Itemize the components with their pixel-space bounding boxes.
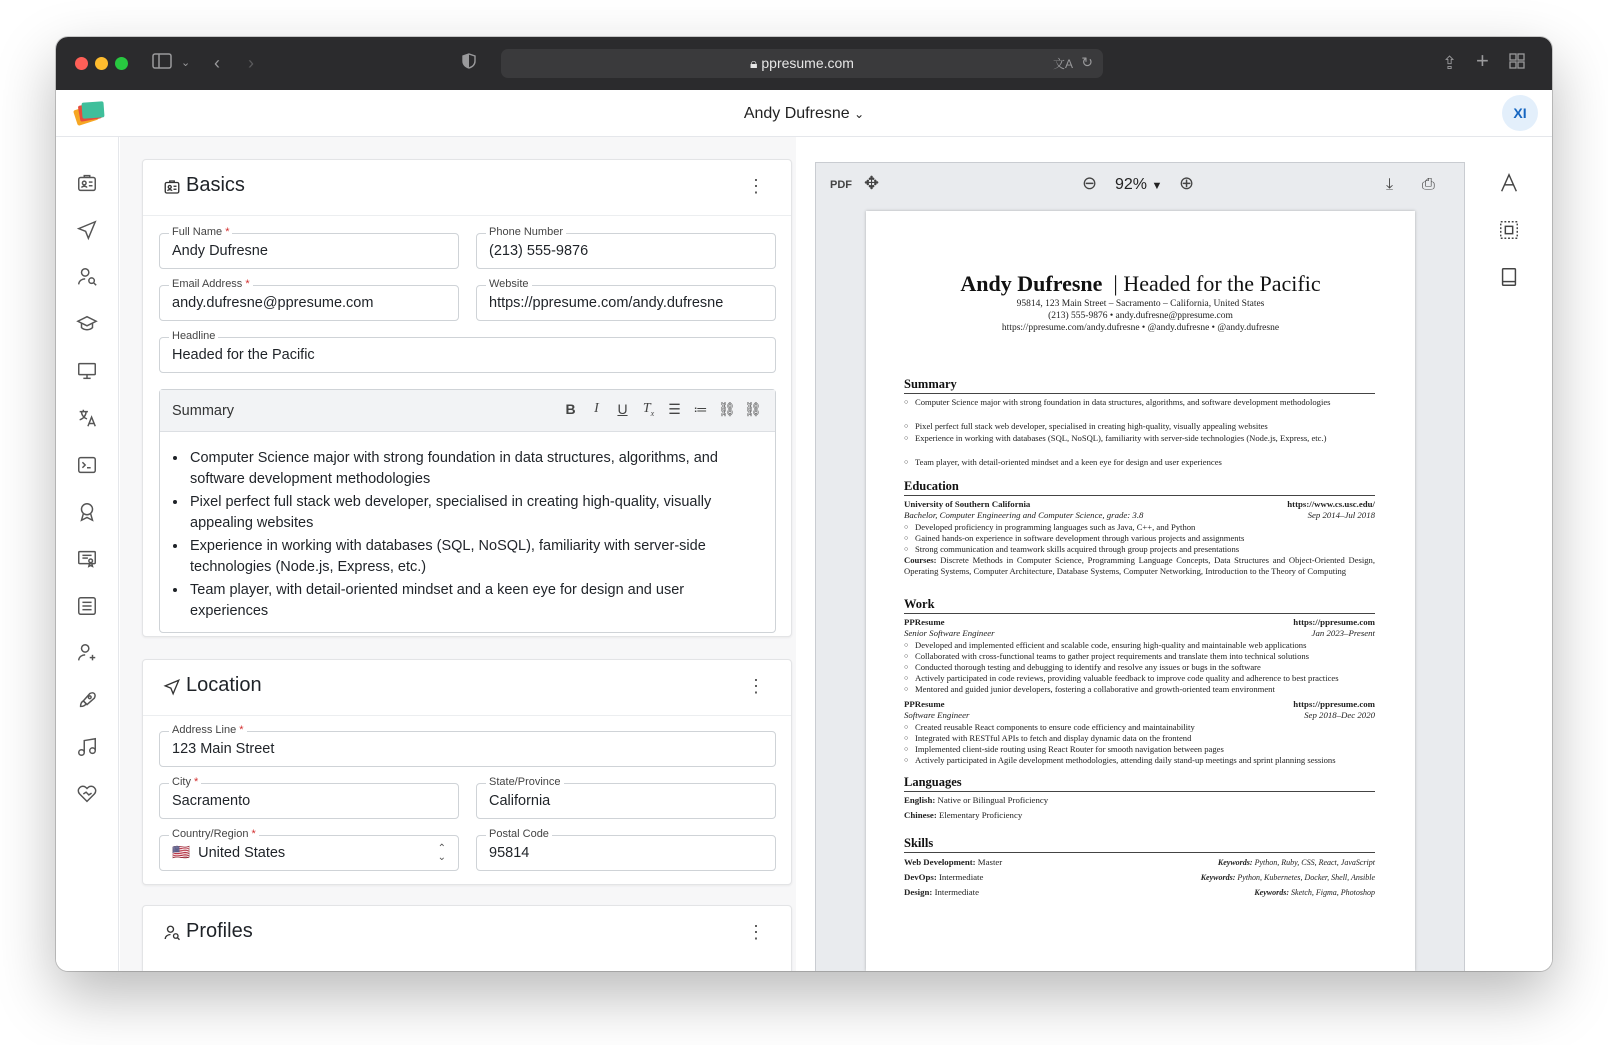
phone-field[interactable]: [476, 226, 776, 269]
minimize-window-button[interactable]: [95, 57, 108, 70]
address-label: Address Line: [172, 724, 237, 736]
profiles-icon[interactable]: [76, 266, 100, 290]
resume-work2-item: ○ Actively participated in Agile development methodologies, attending daily stand-up meetings and sprint planning sessions: [904, 755, 1375, 766]
email-label: Email Address: [172, 278, 243, 290]
languages-icon[interactable]: [76, 407, 100, 431]
resume-work2-item: ○ Integrated with RESTful APIs to fetch and display dynamic data on the frontend: [904, 733, 1375, 744]
link-icon[interactable]: ⛓: [718, 401, 736, 417]
skills-icon[interactable]: [76, 454, 100, 478]
download-icon[interactable]: ⤓: [1386, 176, 1394, 193]
browser-window: [56, 37, 1552, 971]
zoom-in-icon[interactable]: ⊕: [1179, 173, 1195, 193]
volunteer-icon[interactable]: [76, 783, 100, 807]
interests-icon[interactable]: [76, 736, 100, 760]
resume-work1-item: ○ Collaborated with cross-functional teams to gather project requirements and translate them into technical solutions: [904, 651, 1375, 662]
resume-work2-company: PPResume: [904, 699, 945, 709]
resume-work2-item: ○ Created reusable React components to ensure code efficiency and maintainability: [904, 722, 1375, 733]
basics-title: Basics: [186, 174, 245, 196]
resume-edu-sub: [904, 510, 1375, 521]
shield-icon[interactable]: [462, 51, 476, 75]
summary-item: • Computer Science major with strong foundation in data structures, algorithms, and software development methodologies: [188, 448, 748, 490]
full-name-value: Andy Dufresne: [172, 243, 268, 259]
resume-work2-sub: [904, 710, 1375, 721]
layout-icon[interactable]: [1498, 219, 1522, 243]
select-arrows-icon: ⌃ ⌄: [437, 843, 446, 863]
sidebar-toggle-icon[interactable]: [152, 51, 172, 75]
location-header: [143, 660, 791, 716]
postal-value: 95814: [489, 845, 530, 861]
resume-summary-title: Summary: [904, 377, 1375, 394]
resume-work-title: Work: [904, 597, 1375, 614]
city-label: City: [172, 776, 191, 788]
back-icon[interactable]: ‹: [214, 53, 220, 73]
resume-lang2-name: Chinese:: [904, 810, 937, 820]
resume-work1-dates: Jan 2023–Present: [1311, 628, 1375, 638]
resume-work1-item: ○ Actively participated in code reviews, providing valuable feedback to improve code quality and adherence to best practices: [904, 673, 1375, 684]
url-text: ppresume.com: [761, 55, 854, 71]
resume-summary-item: ○ Experience in working with databases (SQL, NoSQL), familiarity with server-side technologies (Node.js, Express, etc.): [904, 433, 1375, 444]
underline-icon[interactable]: U: [617, 401, 628, 417]
basics-card: [142, 159, 792, 637]
unlink-icon[interactable]: ⛓: [744, 401, 762, 417]
email-field[interactable]: Email Address * andy.dufresne@ppresume.com: [159, 285, 459, 321]
resume-address: 95814, 123 Main Street – Sacramento – California, United States: [1016, 299, 1265, 309]
resume-work2-item: ○ Implemented client-side routing using React Router for smooth navigation between pages: [904, 744, 1375, 755]
work-icon[interactable]: [76, 360, 100, 384]
move-icon[interactable]: ✥: [864, 173, 880, 193]
resume-skill3-kw: Sketch, Figma, Photoshop: [1291, 888, 1375, 897]
resume-edu-url: https://www.cs.usc.edu/: [1287, 499, 1375, 509]
resume-edu-degree: Bachelor, Computer Engineering and Computer Science, grade: 3.8: [904, 510, 1144, 520]
resume-selector[interactable]: [56, 90, 1552, 138]
resume-work1-sub: [904, 628, 1375, 639]
location-card: [142, 659, 792, 885]
state-label: State/Province: [486, 775, 564, 789]
resume-skill2-level: Intermediate: [938, 872, 984, 882]
avatar[interactable]: XI: [1502, 95, 1538, 131]
city-field[interactable]: City * Sacramento: [159, 783, 459, 819]
summary-item: • Experience in working with databases (SQL, NoSQL), familiarity with server-side technologies (Node.js, Express, etc.): [188, 536, 748, 578]
resume-skill3-name: Design:: [904, 887, 933, 897]
section-nav: [56, 137, 119, 971]
resume-work2-dates: Sep 2018–Dec 2020: [1304, 710, 1375, 720]
resume-title: Andy Dufresne: [743, 105, 850, 122]
phone-value: (213) 555-9876: [489, 243, 589, 259]
print-icon[interactable]: ⎙: [1422, 176, 1435, 193]
resume-edu-header: [904, 499, 1375, 510]
resume-work2-header: [904, 699, 1375, 710]
resume-lang1-name: English:: [904, 795, 936, 805]
bold-icon[interactable]: B: [565, 401, 576, 417]
basics-icon[interactable]: [76, 172, 100, 196]
profiles-card: [142, 905, 792, 971]
zoom-window-button[interactable]: [115, 57, 128, 70]
resume-work1-item: ○ Conducted thorough testing and debugging to identify and resolve any issues or bugs in the software: [904, 662, 1375, 673]
email-value: andy.dufresne@ppresume.com: [172, 295, 374, 311]
chevron-down-icon[interactable]: ⌄: [181, 57, 191, 69]
resume-skill2-name: DevOps:: [904, 872, 937, 882]
resume-summary-item: ○ Team player, with detail-oriented mindset and a keen eye for design and user experiences: [904, 457, 1375, 468]
profiles-icon: [163, 924, 183, 944]
summary-list: [188, 448, 748, 624]
resume-work2-url: https://ppresume.com: [1293, 699, 1375, 709]
resume-skill3-level: Intermediate: [934, 887, 980, 897]
resume-heading: Andy Dufresne | Headed for the Pacific: [960, 271, 1321, 296]
phone-label: Phone Number: [486, 225, 566, 239]
resume-education-title: Education: [904, 479, 1375, 496]
resume-edu-school: University of Southern California: [904, 499, 1031, 509]
resume-name: Andy Dufresne: [960, 271, 1103, 296]
more-options-icon[interactable]: ⋮: [747, 922, 765, 942]
resume-skill-row: [904, 887, 1375, 898]
state-field[interactable]: [476, 776, 776, 819]
resume-edu-dates: Sep 2014–Jul 2018: [1307, 510, 1375, 520]
summary-editor[interactable]: [159, 389, 776, 633]
profiles-title: Profiles: [186, 920, 253, 942]
summary-item: • Pixel perfect full stack web developer, specialised in creating high-quality, visually appealing websites: [188, 492, 748, 534]
new-tab-icon[interactable]: +: [1476, 48, 1489, 73]
resume-skill1-kw-label: Keywords:: [1217, 858, 1253, 867]
us-flag-icon: 🇺🇸: [172, 845, 191, 861]
resume-work2-role: Software Engineer: [904, 710, 970, 720]
basics-header: [143, 160, 791, 216]
headline-value: Headed for the Pacific: [172, 347, 315, 363]
clear-format-icon[interactable]: $T_x$: [642, 401, 655, 418]
summary-label: Summary: [172, 403, 235, 419]
template-icon[interactable]: [1498, 266, 1522, 290]
lock-icon: 🔒︎: [750, 55, 762, 71]
address-bar[interactable]: [501, 49, 1103, 78]
summary-toolbar: [160, 390, 775, 432]
zoom-select[interactable]: [1115, 173, 1162, 198]
resume-lang2-level: Elementary Proficiency: [938, 810, 1023, 820]
country-value: United States: [198, 845, 286, 861]
resume-language-row: [904, 810, 1375, 821]
full-name-label: Full Name: [172, 226, 223, 238]
headline-field[interactable]: [159, 330, 776, 373]
zoom-out-icon[interactable]: ⊖: [1082, 173, 1098, 193]
location-title: Location: [186, 674, 262, 696]
tab-overview-icon[interactable]: [1509, 51, 1525, 75]
settings-rail: [1466, 137, 1552, 971]
state-value: California: [489, 793, 551, 809]
resume-courses-label: Courses:: [904, 555, 937, 565]
awards-icon[interactable]: [76, 501, 100, 525]
more-options-icon[interactable]: ⋮: [747, 676, 765, 696]
pdf-icon[interactable]: PDF: [830, 179, 852, 191]
resume-work1-company: PPResume: [904, 617, 945, 627]
browser-toolbar: [56, 37, 1552, 90]
typography-icon[interactable]: [1498, 172, 1522, 196]
full-name-field[interactable]: Full Name * Andy Dufresne: [159, 233, 459, 269]
website-field[interactable]: [476, 278, 776, 321]
website-label: Website: [486, 277, 532, 291]
close-window-button[interactable]: [75, 57, 88, 70]
profiles-header: [143, 906, 791, 962]
bullet-list-icon[interactable]: ☰: [668, 401, 681, 417]
translate-icon[interactable]: 文A: [1052, 57, 1073, 71]
resume-languages-title: Languages: [904, 775, 1375, 792]
city-value: Sacramento: [172, 793, 251, 809]
share-icon[interactable]: ⇪: [1442, 53, 1458, 73]
website-value: https://ppresume.com/andy.dufresne: [489, 295, 724, 311]
resume-language-row: [904, 795, 1375, 806]
resume-links: https://ppresume.com/andy.dufresne • @andy.dufresne • @andy.dufresne: [1001, 323, 1280, 333]
resume-work1-item: ○ Developed and implemented efficient and scalable code, ensuring high-quality and maintainable web applications: [904, 640, 1375, 651]
resume-skill3-kw-label: Keywords:: [1254, 888, 1290, 897]
resume-summary-item: ○ Computer Science major with strong foundation in data structures, algorithms, and software development methodologies: [904, 397, 1375, 408]
postal-field[interactable]: [476, 828, 776, 871]
resume-skill1-name: Web Development:: [904, 857, 976, 867]
chevron-down-icon: ⌄: [854, 107, 865, 121]
resume-skill1-kw: Python, Ruby, CSS, React, JavaScript: [1254, 858, 1375, 867]
publications-icon[interactable]: [76, 595, 100, 619]
basics-icon: [163, 178, 183, 198]
italic-icon[interactable]: I: [594, 401, 599, 416]
reload-icon[interactable]: ↻: [1081, 54, 1093, 70]
certificates-icon[interactable]: [76, 548, 100, 572]
resume-lang1-level: Native or Bilingual Proficiency: [937, 795, 1049, 805]
resume-work1-url: https://ppresume.com: [1293, 617, 1375, 627]
address-value: 123 Main Street: [172, 741, 275, 757]
resume-edu-courses: [904, 555, 1375, 577]
country-label: Country/Region: [172, 828, 249, 840]
address-field[interactable]: Address Line * 123 Main Street: [159, 731, 776, 767]
resume-work1-role: Senior Software Engineer: [904, 628, 995, 638]
resume-edu-item: ○ Gained hands-on experience in software development through various projects and assignments: [904, 533, 1375, 544]
more-options-icon[interactable]: ⋮: [747, 176, 765, 196]
resume-skill-row: [904, 857, 1375, 868]
postal-label: Postal Code: [486, 827, 552, 841]
zoom-level: 92%: [1115, 176, 1148, 193]
resume-summary-item: ○ Pixel perfect full stack web developer, specialised in creating high-quality, visually appealing websites: [904, 421, 1375, 432]
preview-toolbar: [816, 163, 1464, 207]
country-select[interactable]: Country/Region * 🇺🇸 United States ⌃ ⌄: [159, 835, 459, 871]
education-icon[interactable]: [76, 313, 100, 337]
location-icon: [163, 678, 183, 698]
resume-page: [866, 211, 1415, 971]
editor-panel: [120, 137, 796, 971]
forward-icon[interactable]: ›: [248, 53, 254, 73]
resume-contact: (213) 555-9876 • andy.dufresne@ppresume.com: [1048, 311, 1233, 321]
resume-work1-item: ○ Mentored and guided junior developers, fostering a collaborative and growth-oriented team environment: [904, 684, 1375, 695]
resume-skill2-kw: Python, Kubernetes, Docker, Shell, Ansible: [1237, 873, 1375, 882]
resume-headline: Headed for the Pacific: [1123, 271, 1321, 296]
resume-edu-item: ○ Developed proficiency in programming languages such as Java, C++, and Python: [904, 522, 1375, 533]
app-header: [56, 90, 1552, 137]
resume-preview: [815, 162, 1465, 971]
resume-skill2-kw-label: Keywords:: [1200, 873, 1236, 882]
resume-courses-value: Discrete Methods in Computer Science, Programming Language Concepts, Data Structures and Object-Oriented Design, Operating Systems, Computer Architecture, Database Systems, Computer Networking, Introduction to the Theory of Computing: [904, 555, 1375, 576]
resume-skill-row: [904, 872, 1375, 883]
resume-skills-title: Skills: [904, 836, 1375, 853]
headline-label: Headline: [169, 329, 218, 343]
caret-down-icon: ▼: [1151, 180, 1163, 192]
resume-edu-item: ○ Strong communication and teamwork skills acquired through group projects and presentations: [904, 544, 1375, 555]
projects-icon[interactable]: [76, 689, 100, 713]
references-icon[interactable]: [76, 642, 100, 666]
resume-skill1-level: Master: [977, 857, 1003, 867]
location-icon[interactable]: [76, 219, 100, 243]
numbered-list-icon[interactable]: ≔: [693, 401, 708, 417]
summary-item: • Team player, with detail-oriented mindset and a keen eye for design and user experiences: [188, 580, 748, 622]
resume-work1-header: [904, 617, 1375, 628]
